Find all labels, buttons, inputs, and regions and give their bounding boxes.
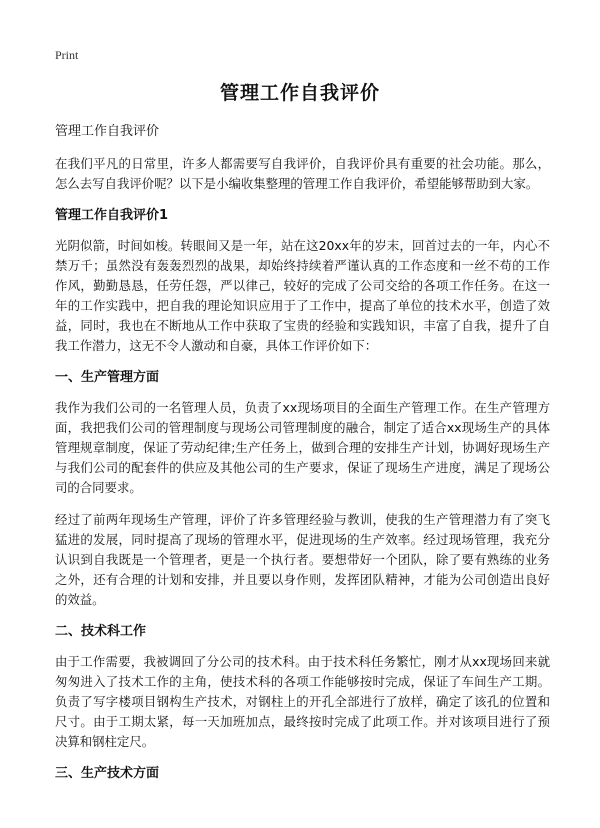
page-title: 管理工作自我评价 — [219, 82, 380, 104]
heading-production-technology: 三、生产技术方面 — [55, 766, 160, 781]
document-subtitle: 管理工作自我评价 — [55, 124, 160, 139]
section-title: 管理工作自我评价1 — [55, 208, 169, 223]
paragraph-1: 光阴似箭，时间如梭。转眼间又是一年，站在这20xx年的岁末，回首过去的一年，内心不禁万千；虽然没有轰轰烈烈的战果，却始终持续着严谨认真的工作态度和一丝不苟的工作作风，勤勤恳恳，任劳任怨，严以律己，较好的完成了公司交给的各项工作任务。在这一年的工作实践中，把自我的理论知识应用于了工作中，提高了单位的技术水平，创造了效益，同时，我也在不断地从工作中获取了宝贵的经验和实践知识，丰富了自我，提升了自我工作潜力，这无不令人激动和自豪，具体工作评价如下： — [55, 238, 550, 353]
document-body — [55, 122, 550, 794]
paragraph-2: 我作为我们公司的一名管理人员，负责了xx现场项目的全面生产管理工作。在生产管理方面，我把我们公司的管理制度与现场公司管理制度的融合，制定了适合xx现场生产的具体管理规章制度，保证了劳动纪律;生产任务上，做到合理的安排生产计划，协调好现场生产与我们公司的配套件的供应及其他公司的生产要求，保证了现场生产进度，满足了现场公司的合同要求。 — [55, 400, 550, 495]
paragraph-4: 由于工作需要，我被调回了分公司的技术科。由于技术科任务繁忙，刚才从xx现场回来就匆匆进入了技术工作的主角，使技术科的各项工作能够按时完成，保证了车间生产工期。负责了写字楼项目钢构生产技术，对钢柱上的开孔全部进行了放样，确定了该孔的位置和尺寸。由于工期太紧，每一天加班加点，最终按时完成了此项工作。并对该项目进行了预决算和钢柱定尺。 — [55, 654, 550, 749]
print-label[interactable]: Print — [55, 48, 79, 62]
heading-technical-department: 二、技术科工作 — [55, 624, 147, 639]
paragraph-3: 经过了前两年现场生产管理，评价了许多管理经验与教训，使我的生产管理潜力有了突飞猛进的发展，同时提高了现场的管理水平，促进现场的生产效率。经过现场管理，我充分认识到自我既是一个管理者，更是一个执行者。要想带好一个团队，除了要有熟练的业务之外，还有合理的计划和安排，并且要以身作则，发挥团队精神，才能为公司创造出良好的效益。 — [55, 512, 550, 607]
heading-production-management: 一、生产管理方面 — [55, 370, 160, 385]
intro-paragraph: 在我们平凡的日常里，许多人都需要写自我评价，自我评价具有重要的社会功能。那么，怎么去写自我评价呢？以下是小编收集整理的管理工作自我评价，希望能够帮助到大家。 — [55, 156, 550, 191]
